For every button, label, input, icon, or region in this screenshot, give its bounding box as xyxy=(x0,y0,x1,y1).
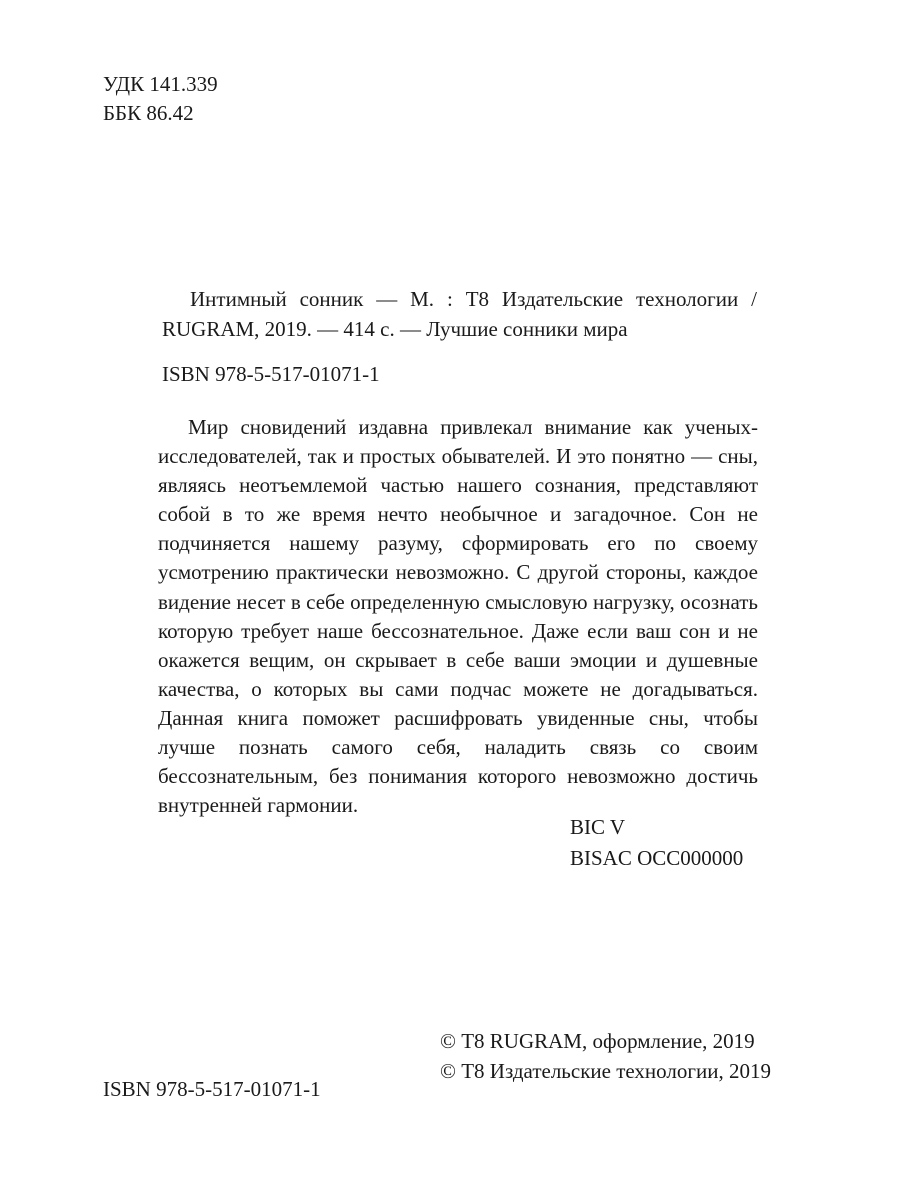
copyright-line-publisher: © Т8 Издательские технологии, 2019 xyxy=(440,1059,771,1083)
bbk-code: ББК 86.42 xyxy=(103,101,194,125)
bisac-code: BISAC OCC000000 xyxy=(570,846,744,870)
copyright-notice xyxy=(440,1026,771,1086)
bibliographic-record: Интимный сонник — М. : Т8 Издательские технологии / RUGRAM, 2019. — 414 с. — Лучшие сонники мира xyxy=(162,287,757,341)
classification-codes xyxy=(103,70,218,128)
isbn-top: ISBN 978-5-517-01071-1 xyxy=(162,362,380,386)
subject-codes xyxy=(570,812,743,874)
udk-code: УДК 141.339 xyxy=(103,72,218,96)
annotation-paragraph: Мир сновидений издавна привлекал внимание как ученых-исследователей, так и простых обывателей. И это понятно — сны, являясь неотъемлемой частью нашего сознания, представляют собой в то же время нечто необычное и загадочное. Сон не подчиняется нашему разуму, сформировать его по своему усмотрению практически невозможно. С другой стороны, каждое видение несет в себе определенную смысловую нагрузку, осознать которую требует наше бессознательное. Даже если ваш сон и не окажется вещим, он скрывает в себе ваши эмоции и душевные качества, о которых вы сами подчас можете не догадываться. Данная книга поможет расшифровать увиденные сны, чтобы лучше познать самого себя, наладить связь со своим бессознательным, без понимания которого невозможно достичь внутренней гармонии. xyxy=(158,415,758,818)
bic-code: BIC V xyxy=(570,815,626,839)
isbn-bottom: ISBN 978-5-517-01071-1 xyxy=(103,1077,321,1101)
copyright-line-design: © Т8 RUGRAM, оформление, 2019 xyxy=(440,1029,755,1053)
